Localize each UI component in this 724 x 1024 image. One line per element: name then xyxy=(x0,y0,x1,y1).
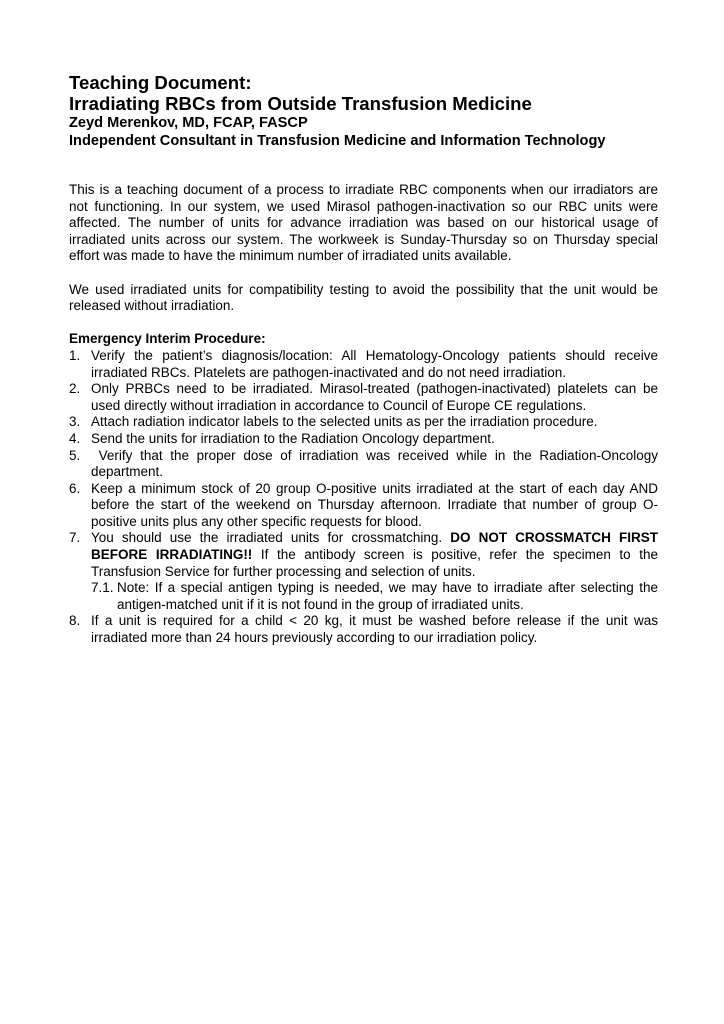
intro-paragraph-2: We used irradiated units for compatibility testing to avoid the possibility that the unit would be released without irradiation. xyxy=(69,281,658,314)
step-number: 8. xyxy=(69,613,81,629)
intro-paragraph-1: This is a teaching document of a process to irradiate RBC components when our irradiators are not functioning. In our system, we used Mirasol pathogen-inactivation so our RBC units were affected. The number of units for advance irradiation was based on our historical usage of irradiated units across our system. The workweek is Sunday-Thursday so on Thursday special effort was made to have the minimum number of irradiated units available. xyxy=(69,182,658,264)
procedure-step-3 xyxy=(69,414,658,431)
author-name: Zeyd Merenkov, MD, FCAP, FASCP xyxy=(69,115,308,131)
procedure-step-5 xyxy=(69,447,662,481)
procedure-step-2 xyxy=(69,381,658,414)
document-title-line-2: Irradiating RBCs from Outside Transfusion Medicine xyxy=(69,93,532,114)
step-text: If a unit is required for a child < 20 kg, it must be washed before release if the unit was irradiated more than 24 hours previously according to our irradiation policy. xyxy=(91,613,658,646)
procedure-heading: Emergency Interim Procedure: xyxy=(69,331,266,347)
procedure-step-6 xyxy=(69,481,658,531)
procedure-step-8 xyxy=(69,613,658,646)
step-number: 5. xyxy=(69,447,81,463)
step-text: Keep a minimum stock of 20 group O-positive units irradiated at the start of each day AND before the start of the weekend on Thursday afternoon. Irradiate that number of group O-positive units plus any other specific requests for blood. xyxy=(91,480,658,529)
document-title-line-1: Teaching Document: xyxy=(69,72,252,93)
document-page xyxy=(69,72,662,647)
step-number: 2. xyxy=(69,381,81,397)
author-affiliation: Independent Consultant in Transfusion Medicine and Information Technology xyxy=(69,133,606,149)
step-number: 6. xyxy=(69,480,81,496)
procedure-steps-list xyxy=(69,347,662,647)
step-text-after: If the antibody screen is positive, refer the specimen to the Transfusion Service for further processing and selection of units. xyxy=(91,547,658,579)
step-text: Only PRBCs need to be irradiated. Mirasol-treated (pathogen-inactivated) platelets can be used directly without irradiation in accordance to Council of Europe CE regulations. xyxy=(91,381,658,413)
procedure-step-7 xyxy=(69,530,658,613)
step-number: 4. xyxy=(69,430,81,446)
procedure-step-4 xyxy=(69,431,658,448)
step-number: 1. xyxy=(69,347,81,363)
substep-text: Note: If a special antigen typing is needed, we may have to irradiate after selecting the antigen-matched unit if it is not found in the group of irradiated units. xyxy=(117,580,658,612)
step-warning-bold: DO NOT CROSSMATCH FIRST BEFORE IRRADIATING!! xyxy=(91,530,658,563)
step-number: 3. xyxy=(69,414,81,430)
step-text: Verify that the proper dose of irradiation was received while in the Radiation-Oncology department. xyxy=(91,447,662,480)
substep-number: 7.1. xyxy=(91,580,114,596)
step-text: Attach radiation indicator labels to the selected units as per the irradiation procedure. xyxy=(91,414,598,430)
step-number: 7. xyxy=(69,530,81,546)
step-text-before: You should use the irradiated units for crossmatching. xyxy=(91,530,451,546)
procedure-step-1 xyxy=(69,348,658,381)
step-text: Send the units for irradiation to the Radiation Oncology department. xyxy=(91,430,495,446)
procedure-substep-7-1 xyxy=(91,580,658,613)
step-text: Verify the patient’s diagnosis/location: All Hematology-Oncology patients should receive irradiated RBCs. Platelets are pathogen-inactivated and do not need irradiation. xyxy=(91,347,658,380)
